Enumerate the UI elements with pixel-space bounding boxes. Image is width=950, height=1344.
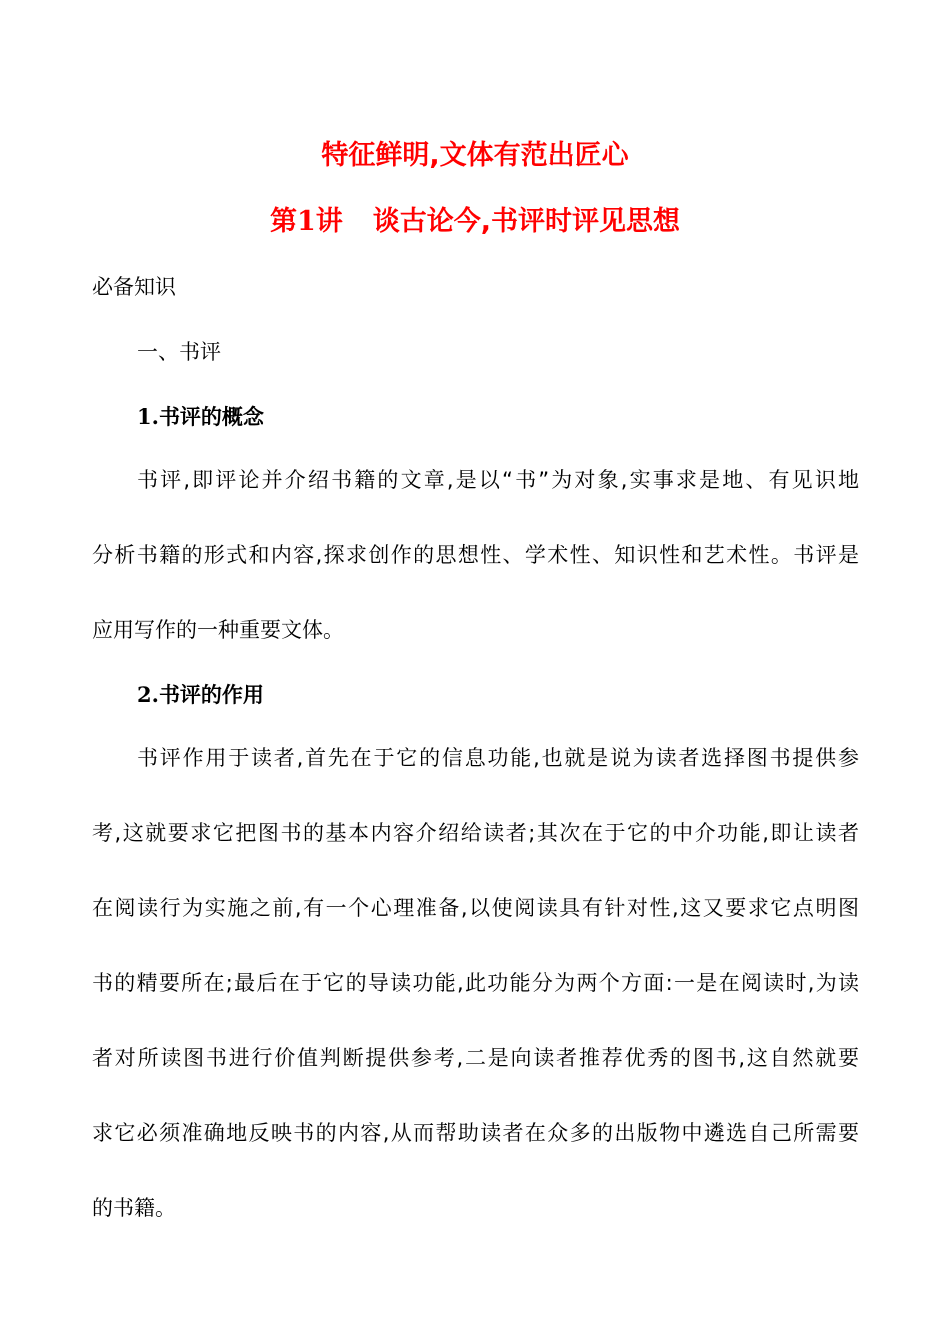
item2-paragraph-line: 的书籍。 [92,1196,176,1220]
item2-paragraph-line: 在阅读行为实施之前,有一个心理准备,以使阅读具有针对性,这又要求它点明图 [92,896,859,920]
item1-heading-text: 书评的概念 [158,405,264,429]
lecture-number: 1 [296,206,316,237]
item1-heading [137,402,264,432]
item1-paragraph-line: 书评,即评论并介绍书籍的文章,是以“书”为对象,实事求是地、有见识地 [137,468,859,492]
lecture-prefix: 第 [269,206,297,237]
lecture-topic: 谈古论今,书评时评见思想 [372,206,681,237]
item2-paragraph-line: 考,这就要求它把图书的基本内容介绍给读者;其次在于它的中介功能,即让读者 [92,821,859,845]
item1-paragraph-line: 分析书籍的形式和内容,探求创作的思想性、学术性、知识性和艺术性。书评是 [92,543,859,567]
item2-paragraph-line: 求它必须准确地反映书的内容,从而帮助读者在众多的出版物中遴选自己所需要 [92,1121,859,1145]
main-title: 特征鲜明,文体有范出匠心 [321,140,629,171]
item2-paragraph-line: 书评作用于读者,首先在于它的信息功能,也就是说为读者选择图书提供参 [137,746,859,770]
item2-heading-text: 书评的作用 [158,683,264,707]
item2-heading [137,680,264,710]
section-header: 必备知识 [92,275,176,299]
item1-paragraph-line: 应用写作的一种重要文体。 [92,618,344,642]
lecture-title [0,199,950,238]
item1-number: 1. [137,404,159,429]
lecture-suffix: 讲 [315,206,343,237]
item2-number: 2. [137,682,159,707]
item2-paragraph-line: 书的精要所在;最后在于它的导读功能,此功能分为两个方面:一是在阅读时,为读 [92,971,859,995]
subsection-heading: 一、书评 [137,340,221,364]
item2-paragraph-line: 者对所读图书进行价值判断提供参考,二是向读者推荐优秀的图书,这自然就要 [92,1046,859,1070]
